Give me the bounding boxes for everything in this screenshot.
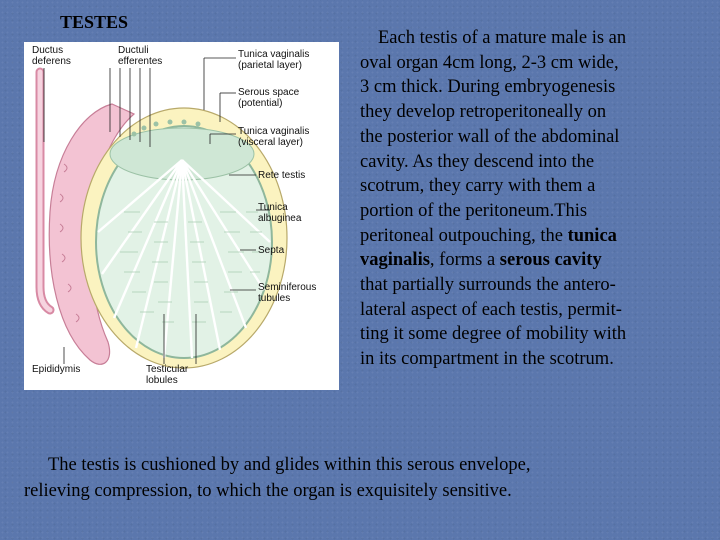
description-line: portion of the peritoneum.This [360,200,588,221]
footer-line: The testis is cushioned by and glides within this serous envelope, [48,455,531,475]
label-tunica-vaginalis-visceral: Tunica vaginalis (visceral layer) [238,126,310,148]
label-testicular-lobules: Testicular lobules [146,364,189,386]
label-tunica-albuginea: Tunica albuginea [258,202,302,224]
description-line: lateral aspect of each testis, permit- [360,299,622,320]
term-serous-cavity: serous cavity [499,250,602,271]
label-serous-space: Serous space (potential) [238,87,300,109]
description-line: peritoneal outpouching, the tunica [360,225,617,246]
description-line: cavity. As they descend into the [360,151,595,172]
label-seminiferous-tubules: Seminiferous tubules [258,282,317,304]
label-epididymis: Epididymis [32,364,81,375]
description-paragraph [360,26,710,372]
label-ductus-deferens: Ductus deferens [32,45,71,67]
description-line: 3 cm thick. During embryogenesis [360,77,616,98]
description-line: the posterior wall of the abdominal [360,126,620,147]
term-tunica: tunica [567,225,617,246]
description-line: Each testis of a mature male is an [378,28,627,48]
label-tunica-vaginalis-parietal: Tunica vaginalis (parietal layer) [238,49,310,71]
slide-title: TESTES [60,12,129,32]
description-line: ting it some degree of mobility with [360,324,627,345]
label-ductuli-efferentes: Ductuli efferentes [118,45,163,67]
testis-diagram [24,42,339,390]
description-line: scotrum, they carry with them a [360,176,596,197]
description-line: oval organ 4cm long, 2-3 cm wide, [360,52,619,73]
description-line: vaginalis, forms a serous cavity [360,250,602,271]
footer-paragraph [24,452,714,504]
label-rete-testis: Rete testis [258,170,306,181]
description-line: in its compartment in the scotrum. [360,349,614,370]
description-line: that partially surrounds the antero- [360,275,616,296]
footer-line: relieving compression, to which the organ is exquisitely sensitive. [24,481,512,501]
label-septa: Septa [258,245,285,256]
description-line: they develop retroperitoneally on [360,102,607,123]
term-vaginalis: vaginalis [360,250,430,271]
